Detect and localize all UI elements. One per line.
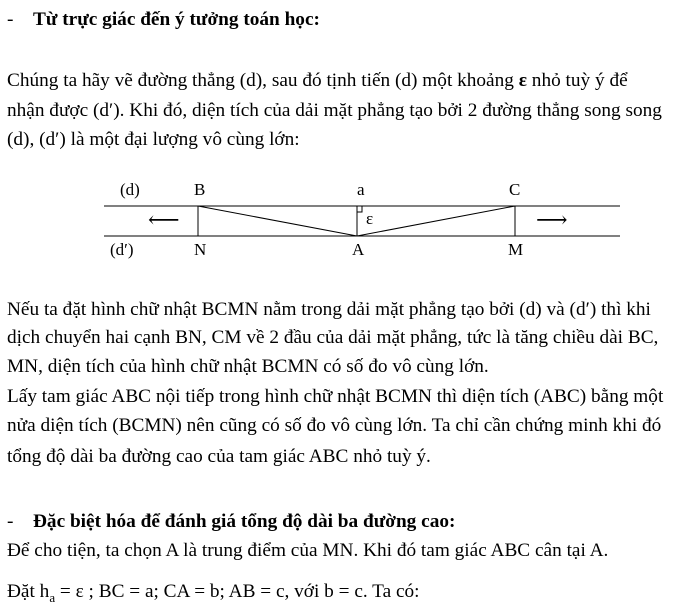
section-heading: Đặc biệt hóa để đánh giá tổng độ dài ba đường cao: bbox=[33, 511, 456, 532]
label-C: C bbox=[509, 180, 521, 199]
label-M: M bbox=[508, 240, 524, 259]
label-d-prime: (d′) bbox=[110, 240, 134, 259]
label-B: B bbox=[194, 180, 206, 199]
label-A: A bbox=[352, 240, 365, 259]
formula-line: Đặt $h_a = \varepsilon$ ; BC = a; CA = b; AB = c, với b = c. Ta có: bbox=[7, 581, 420, 605]
paragraph-line: dịch chuyển hai cạnh BN, CM về 2 đầu của dải mặt phẳng, tức là tăng chiều dài BC, bbox=[7, 327, 659, 348]
arrow-right-icon: ⟶ bbox=[536, 207, 568, 232]
paragraph-line: MN, diện tích của hình chữ nhật BCMN có số đo vô cùng lớn. bbox=[7, 356, 489, 377]
side-AC bbox=[357, 206, 515, 236]
paragraph-line: Nếu ta đặt hình chữ nhật BCMN nằm trong dải mặt phẳng tạo bởi (d) và (d′) thì khi bbox=[7, 299, 651, 320]
paragraph-line: nhận được (d′). Khi đó, diện tích của dải mặt phẳng tạo bởi 2 đường thẳng song song bbox=[7, 100, 662, 121]
paragraph-line: Để cho tiện, ta chọn A là trung điểm của MN. Khi đó tam giác ABC cân tại A. bbox=[7, 540, 609, 561]
arrow-left-icon: ⟵ bbox=[148, 207, 180, 232]
paragraph-line: (d), (d′) là một đại lượng vô cùng lớn: bbox=[7, 129, 300, 150]
side-AB bbox=[198, 206, 357, 236]
epsilon-symbol: ε bbox=[518, 70, 527, 91]
bullet-dash: - bbox=[7, 9, 14, 30]
label-N: N bbox=[194, 240, 207, 259]
bullet-dash: - bbox=[7, 511, 14, 532]
paragraph-line: Chúng ta hãy vẽ đường thẳng (d), sau đó tịnh tiến (d) một khoảng ε nhỏ tuỳ ý để bbox=[7, 70, 628, 91]
section-heading: Từ trực giác đến ý tưởng toán học: bbox=[33, 9, 320, 30]
paragraph-line: nửa diện tích (BCMN) nên cũng có số đo vô cùng lớn. Ta chỉ cần chứng minh khi đó bbox=[7, 415, 662, 436]
right-angle-mark bbox=[357, 206, 362, 212]
label-d: (d) bbox=[120, 180, 140, 199]
strip-diagram bbox=[0, 172, 679, 264]
label-epsilon: ε bbox=[366, 209, 374, 228]
label-a: a bbox=[357, 180, 365, 199]
paragraph-line: Lấy tam giác ABC nội tiếp trong hình chữ nhật BCMN thì diện tích (ABC) bằng một bbox=[7, 386, 664, 407]
paragraph-line: tổng độ dài ba đường cao của tam giác ABC nhỏ tuỳ ý. bbox=[7, 446, 431, 467]
